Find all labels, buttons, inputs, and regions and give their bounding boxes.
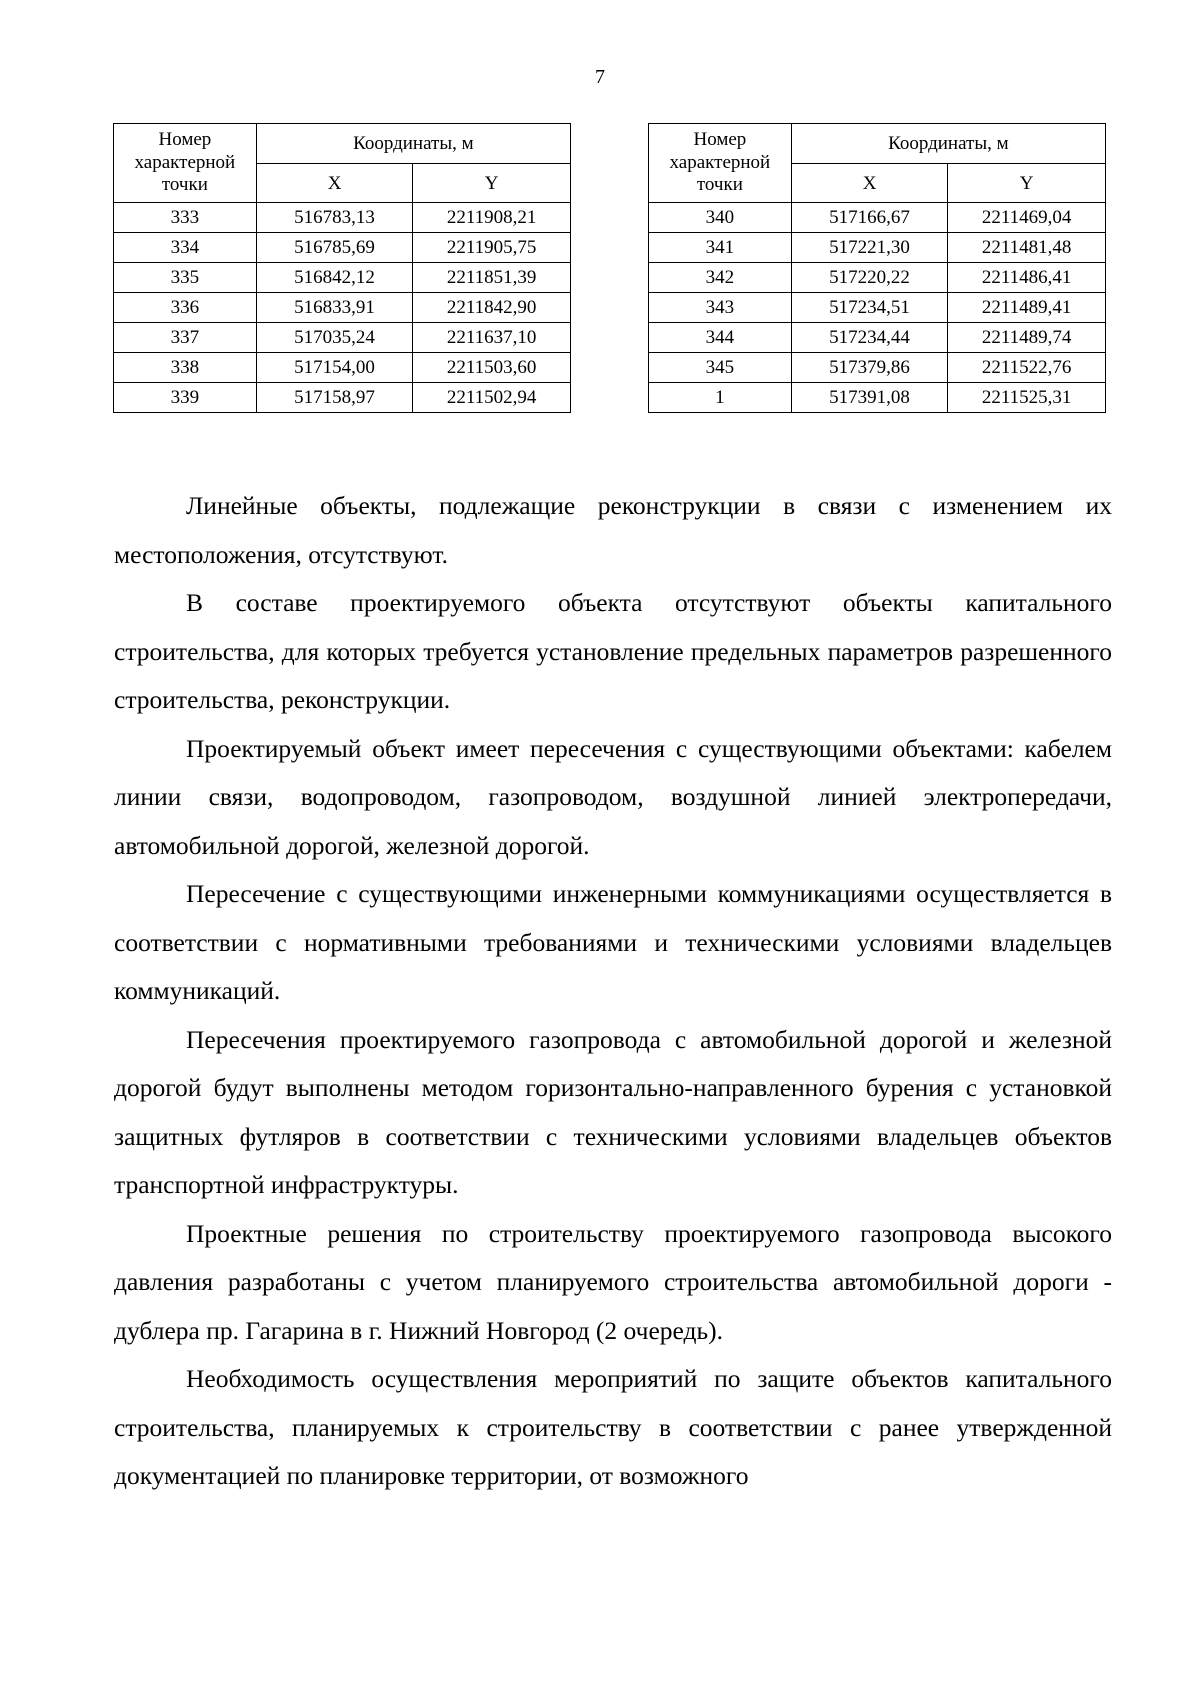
paragraph-5: Пересечения проектируемого газопровода с автомобильной дорогой и железной дорогой будут выполнены методом горизонтально-направленного бурения с установкой защитных футляров в соответствии с техническими условиями владельцев объектов транспортной инфраструктуры. bbox=[114, 1024, 1112, 1199]
coordinates-table-right bbox=[648, 123, 1106, 413]
paragraph-2: В составе проектируемого объекта отсутствуют объекты капитального строительства, для которых требуется установление предельных параметров разрешенного строительства, реконструкции. bbox=[114, 588, 1112, 714]
body-text bbox=[114, 482, 1112, 1501]
cell-x: 517379,86 bbox=[791, 353, 948, 383]
cell-point: 344 bbox=[649, 323, 792, 353]
cell-x: 517166,67 bbox=[791, 203, 948, 233]
cell-y: 2211481,48 bbox=[948, 233, 1106, 263]
table-body-right bbox=[649, 203, 1106, 413]
cell-point: 345 bbox=[649, 353, 792, 383]
paragraph-1: Линейные объекты, подлежащие реконструкции в связи с изменением их местоположения, отсутствуют. bbox=[114, 491, 1112, 569]
table-row bbox=[114, 203, 571, 233]
cell-y: 2211502,94 bbox=[413, 383, 571, 413]
cell-x: 516842,12 bbox=[256, 263, 413, 293]
cell-point: 334 bbox=[114, 233, 257, 263]
cell-point: 338 bbox=[114, 353, 257, 383]
cell-y: 2211486,41 bbox=[948, 263, 1106, 293]
cell-y: 2211522,76 bbox=[948, 353, 1106, 383]
cell-y: 2211851,39 bbox=[413, 263, 571, 293]
table-row bbox=[649, 263, 1106, 293]
table-row bbox=[649, 293, 1106, 323]
cell-point: 337 bbox=[114, 323, 257, 353]
table-row bbox=[649, 233, 1106, 263]
table-row bbox=[114, 353, 571, 383]
table-row bbox=[114, 263, 571, 293]
cell-point: 341 bbox=[649, 233, 792, 263]
coordinates-table-left bbox=[113, 123, 571, 413]
cell-x: 516783,13 bbox=[256, 203, 413, 233]
paragraph-4: Пересечение с существующими инженерными коммуникациями осуществляется в соответствии с нормативными требованиями и техническими условиями владельцев коммуникаций. bbox=[114, 879, 1112, 1005]
table-row bbox=[649, 353, 1106, 383]
table-body-left bbox=[114, 203, 571, 413]
cell-point: 1 bbox=[649, 383, 792, 413]
cell-x: 517221,30 bbox=[791, 233, 948, 263]
table-row bbox=[649, 203, 1106, 233]
cell-y: 2211469,04 bbox=[948, 203, 1106, 233]
cell-x: 517035,24 bbox=[256, 323, 413, 353]
cell-y: 2211525,31 bbox=[948, 383, 1106, 413]
cell-x: 517391,08 bbox=[791, 383, 948, 413]
cell-point: 342 bbox=[649, 263, 792, 293]
header-point-number: Номер характерной точки bbox=[114, 124, 257, 203]
cell-y: 2211842,90 bbox=[413, 293, 571, 323]
paragraph-6: Проектные решения по строительству проектируемого газопровода высокого давления разработаны с учетом планируемого строительства автомобильной дороги - дублера пр. Гагарина в г. Нижний Новгород (2 очередь). bbox=[114, 1218, 1112, 1345]
cell-x: 517158,97 bbox=[256, 383, 413, 413]
cell-point: 336 bbox=[114, 293, 257, 323]
cell-point: 340 bbox=[649, 203, 792, 233]
header-coordinates: Координаты, м bbox=[256, 124, 570, 164]
table-row bbox=[649, 383, 1106, 413]
cell-x: 517154,00 bbox=[256, 353, 413, 383]
table-row bbox=[649, 323, 1106, 353]
table-row bbox=[114, 233, 571, 263]
cell-x: 517234,51 bbox=[791, 293, 948, 323]
table-row bbox=[114, 323, 571, 353]
cell-x: 516785,69 bbox=[256, 233, 413, 263]
paragraph-7: Необходимость осуществления мероприятий по защите объектов капитального строительства, планируемых к строительству в соответствии с ранее утвержденной документацией по планировке территории, от возможного bbox=[114, 1364, 1112, 1490]
table-row bbox=[114, 293, 571, 323]
header-point-number: Номер характерной точки bbox=[649, 124, 792, 203]
cell-y: 2211489,74 bbox=[948, 323, 1106, 353]
cell-point: 335 bbox=[114, 263, 257, 293]
cell-x: 516833,91 bbox=[256, 293, 413, 323]
header-coordinates: Координаты, м bbox=[791, 124, 1105, 164]
cell-x: 517220,22 bbox=[791, 263, 948, 293]
cell-y: 2211503,60 bbox=[413, 353, 571, 383]
cell-x: 517234,44 bbox=[791, 323, 948, 353]
cell-y: 2211905,75 bbox=[413, 233, 571, 263]
cell-y: 2211908,21 bbox=[413, 203, 571, 233]
header-y: Y bbox=[413, 164, 571, 203]
cell-point: 339 bbox=[114, 383, 257, 413]
cell-y: 2211637,10 bbox=[413, 323, 571, 353]
cell-point: 333 bbox=[114, 203, 257, 233]
header-y: Y bbox=[948, 164, 1106, 203]
cell-y: 2211489,41 bbox=[948, 293, 1106, 323]
table-row bbox=[114, 383, 571, 413]
header-x: X bbox=[256, 164, 413, 203]
page-number: 7 bbox=[595, 66, 605, 88]
cell-point: 343 bbox=[649, 293, 792, 323]
header-x: X bbox=[791, 164, 948, 203]
paragraph-3: Проектируемый объект имеет пересечения с существующими объектами: кабелем линии связи, водопроводом, газопроводом, воздушной линией электропередачи, автомобильной дорогой, железной дорогой. bbox=[114, 733, 1112, 860]
